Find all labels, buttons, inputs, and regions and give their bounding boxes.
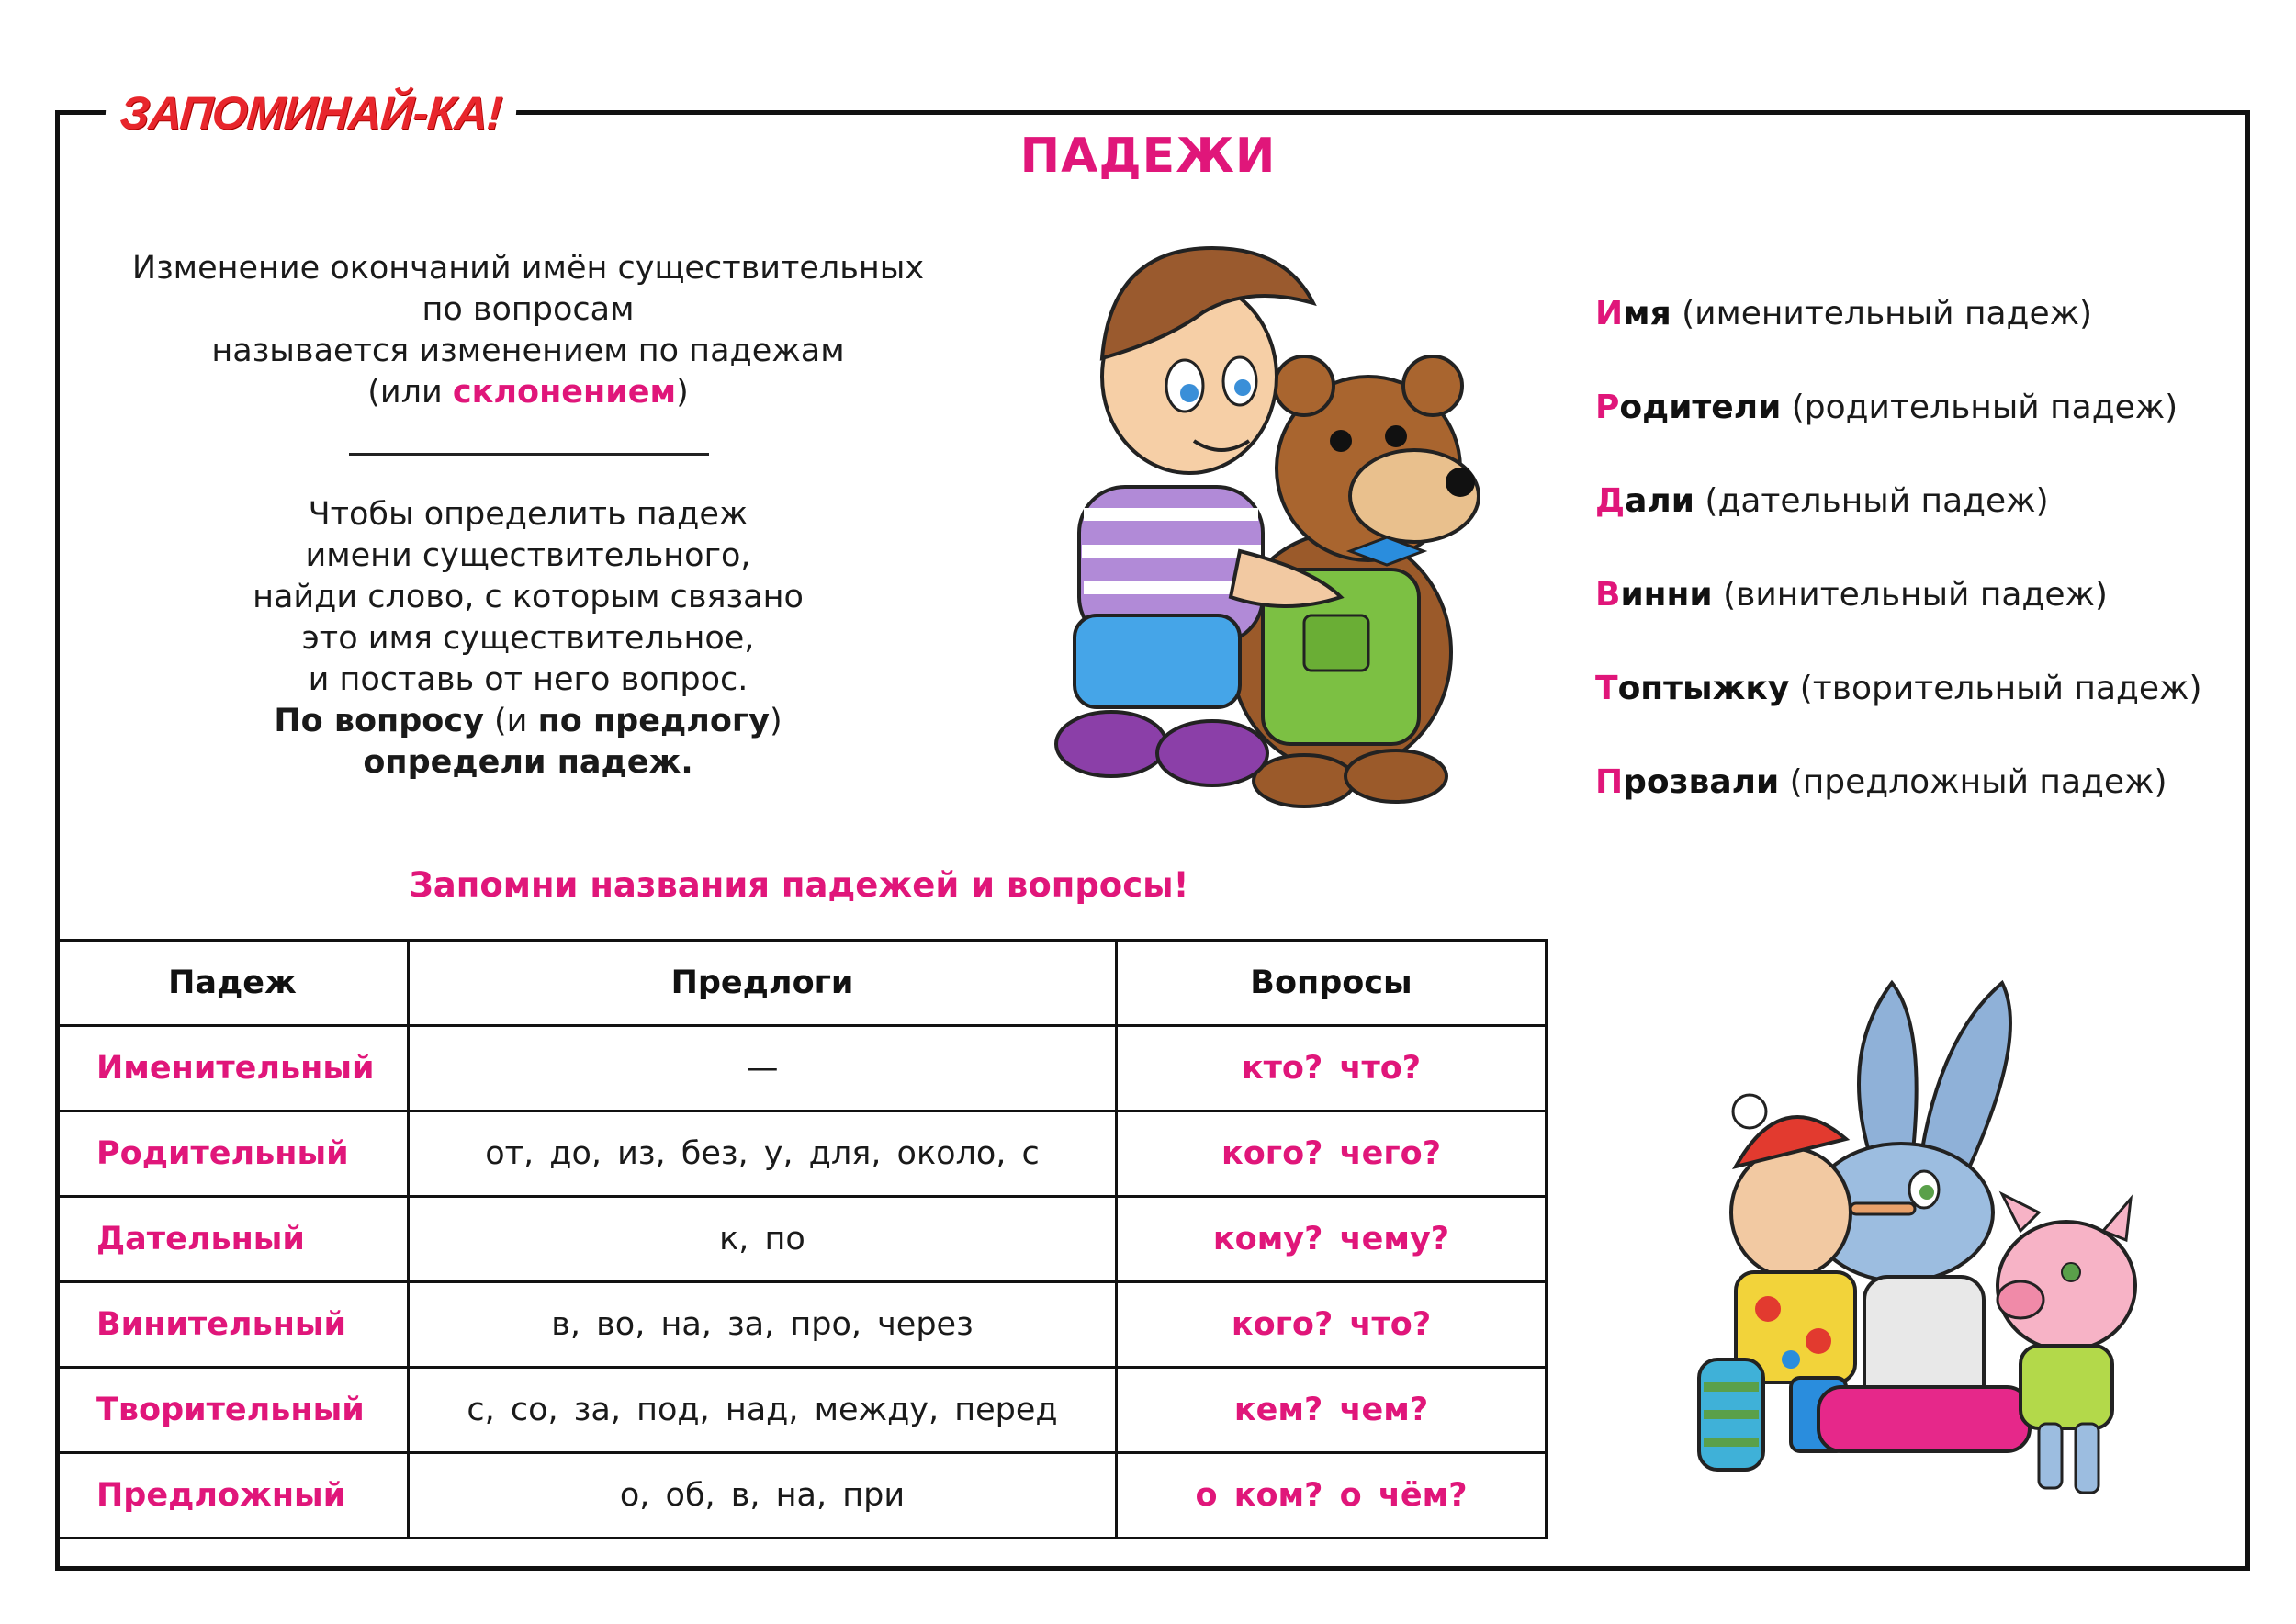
header-prepositions: Предлоги	[409, 941, 1117, 1026]
rule-line: найди слово, с которым связано	[253, 579, 804, 615]
case-name: Именительный	[57, 1026, 409, 1111]
rule-bold-preposition: по предлогу	[537, 703, 770, 739]
remember-heading: Запомни названия падежей и вопросы!	[409, 865, 1189, 905]
rule-bold-question: По вопросу	[274, 703, 484, 739]
section-divider	[349, 453, 709, 456]
rule-line: и поставь от него вопрос.	[308, 661, 748, 698]
mnemonic-initial: И	[1595, 295, 1624, 333]
intro-line: Изменение окончаний имён существительных	[131, 250, 925, 287]
page-title: ПАДЕЖИ	[1019, 129, 1277, 184]
brand-logo: ЗАПОМИНАЙ-КА!	[104, 85, 518, 141]
mnemonic-note: (дательный падеж)	[1694, 482, 2049, 520]
mnemonic-note: (винительный падеж)	[1712, 576, 2108, 614]
case-name: Дательный	[57, 1197, 409, 1282]
rule-mid: (и	[483, 703, 538, 739]
mnemonic-word: мя	[1623, 295, 1671, 333]
mnemonic-word: оптыжку	[1617, 670, 1790, 707]
case-prepositions: —	[409, 1026, 1117, 1111]
rule-line	[147, 701, 909, 742]
mnemonic-initial: Т	[1595, 670, 1618, 707]
mnemonic-word: инни	[1620, 576, 1713, 614]
intro-paren-close: )	[676, 374, 689, 411]
case-prepositions: в, во, на, за, про, через	[409, 1282, 1117, 1368]
intro-line: по вопросам	[422, 291, 635, 328]
case-name: Предложный	[57, 1453, 409, 1539]
table-row	[57, 1111, 1547, 1197]
case-questions: о ком? о чём?	[1117, 1453, 1547, 1539]
case-questions: кем? чем?	[1117, 1368, 1547, 1453]
intro-definition	[101, 248, 955, 413]
rule-line: это имя существительное,	[301, 620, 755, 657]
case-name: Винительный	[57, 1282, 409, 1368]
table-row	[57, 1368, 1547, 1453]
mnemonic-item	[1595, 577, 2202, 671]
cases-table	[55, 939, 1548, 1539]
table-row	[57, 1026, 1547, 1111]
table-header-row	[57, 941, 1547, 1026]
rule-close: )	[770, 703, 782, 739]
mnemonic-item	[1595, 764, 2202, 858]
mnemonic-item	[1595, 296, 2202, 389]
mnemonic-word: розвали	[1623, 763, 1780, 801]
mnemonic-initial: П	[1595, 763, 1624, 801]
mnemonic-word: али	[1625, 482, 1694, 520]
case-questions: кого? что?	[1117, 1282, 1547, 1368]
header-questions: Вопросы	[1117, 941, 1547, 1026]
mnemonic-item	[1595, 671, 2202, 764]
case-prepositions: к, по	[409, 1197, 1117, 1282]
case-name: Творительный	[57, 1368, 409, 1453]
mnemonic-word: одители	[1619, 389, 1782, 426]
intro-line	[101, 372, 955, 413]
case-prepositions: с, со, за, под, над, между, перед	[409, 1368, 1117, 1453]
case-questions: кого? чего?	[1117, 1111, 1547, 1197]
mnemonic-note: (именительный падеж)	[1671, 295, 2093, 333]
rule-line: имени существительного,	[305, 537, 751, 574]
header-case: Падеж	[57, 941, 409, 1026]
case-prepositions: от, до, из, без, у, для, около, с	[409, 1111, 1117, 1197]
table-row	[57, 1453, 1547, 1539]
intro-paren-open: (или	[367, 374, 453, 411]
rule-line: Чтобы определить падеж	[308, 496, 748, 533]
rule-line: определи падеж.	[363, 744, 693, 781]
mnemonic-initial: В	[1595, 576, 1621, 614]
mnemonic-item	[1595, 483, 2202, 577]
case-questions: кому? чему?	[1117, 1197, 1547, 1282]
mnemonic-initial: Р	[1595, 389, 1620, 426]
mnemonic-note: (предложный падеж)	[1779, 763, 2167, 801]
rule-text	[147, 494, 909, 784]
mnemonic-note: (родительный падеж)	[1781, 389, 2178, 426]
case-prepositions: о, об, в, на, при	[409, 1453, 1117, 1539]
intro-line: называется изменением по падежам	[211, 333, 845, 369]
mnemonic-list	[1595, 296, 2202, 858]
mnemonic-item	[1595, 389, 2202, 483]
case-name: Родительный	[57, 1111, 409, 1197]
boy-with-bear-illustration	[1029, 220, 1543, 818]
table-row	[57, 1197, 1547, 1282]
mnemonic-note: (творительный падеж)	[1789, 670, 2202, 707]
case-questions: кто? что?	[1117, 1026, 1547, 1111]
intro-highlight-term: склонением	[452, 374, 677, 411]
table-row	[57, 1282, 1547, 1368]
pinocchio-hare-pig-illustration	[1681, 955, 2158, 1534]
mnemonic-initial: Д	[1595, 482, 1626, 520]
